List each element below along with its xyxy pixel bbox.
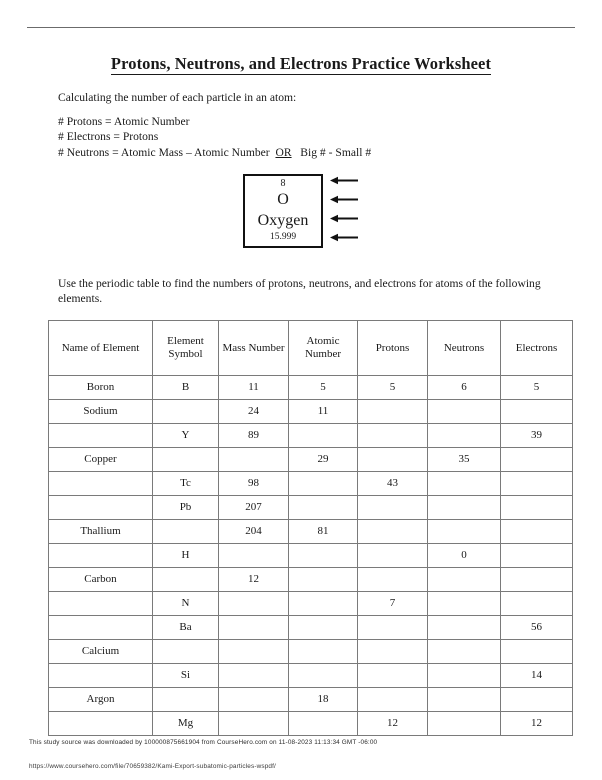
table-cell[interactable]: Mg — [153, 712, 219, 736]
table-cell[interactable] — [219, 688, 289, 712]
table-cell[interactable]: 39 — [501, 424, 573, 448]
table-cell[interactable]: 12 — [501, 712, 573, 736]
table-cell[interactable] — [428, 496, 501, 520]
table-cell[interactable] — [153, 688, 219, 712]
intro-spacer — [58, 105, 558, 114]
table-cell[interactable]: 11 — [219, 376, 289, 400]
table-cell[interactable] — [428, 664, 501, 688]
download-attribution: This study source was downloaded by 100000875661904 from CourseHero.com on 11-08-2023 11:13:34 GMT -06:00 — [29, 739, 378, 746]
periodic-element-box — [243, 174, 323, 248]
table-cell[interactable]: Ba — [153, 616, 219, 640]
formula-neutrons-suffix: Big # - Small # — [300, 145, 372, 159]
table-cell[interactable] — [501, 568, 573, 592]
formula-electrons: # Electrons = Protons — [58, 130, 159, 144]
table-cell[interactable] — [501, 592, 573, 616]
table-cell[interactable]: Boron — [49, 376, 153, 400]
table-cell[interactable]: Copper — [49, 448, 153, 472]
formula-protons: # Protons = Atomic Number — [58, 115, 190, 129]
table-cell[interactable] — [501, 544, 573, 568]
table-row — [49, 424, 573, 448]
table-row — [49, 544, 573, 568]
table-cell[interactable]: B — [153, 376, 219, 400]
elements-table — [48, 320, 573, 736]
table-cell[interactable] — [219, 544, 289, 568]
table-row — [49, 376, 573, 400]
page-top-rule — [27, 27, 575, 28]
arrow-left-icon — [329, 195, 359, 204]
page-title — [0, 54, 602, 74]
table-cell[interactable] — [219, 592, 289, 616]
table-cell[interactable] — [219, 448, 289, 472]
table-cell[interactable] — [358, 568, 428, 592]
table-cell[interactable] — [49, 616, 153, 640]
table-cell[interactable]: 12 — [358, 712, 428, 736]
table-cell[interactable] — [358, 496, 428, 520]
table-cell[interactable] — [49, 424, 153, 448]
arrow-left-icon — [329, 176, 359, 185]
table-cell[interactable] — [153, 640, 219, 664]
table-cell[interactable] — [289, 616, 358, 640]
table-cell[interactable] — [153, 520, 219, 544]
table-row — [49, 448, 573, 472]
table-row — [49, 592, 573, 616]
table-cell[interactable] — [153, 568, 219, 592]
table-cell[interactable] — [358, 544, 428, 568]
table-cell[interactable] — [358, 640, 428, 664]
table-cell[interactable] — [289, 496, 358, 520]
table-header-cell: Electrons — [501, 321, 573, 376]
table-cell[interactable] — [289, 640, 358, 664]
table-cell[interactable]: Argon — [49, 688, 153, 712]
table-header-cell: Neutrons — [428, 321, 501, 376]
table-header-cell: Element Symbol — [153, 321, 219, 376]
table-cell[interactable] — [501, 688, 573, 712]
table-cell[interactable] — [428, 712, 501, 736]
table-cell[interactable] — [219, 664, 289, 688]
table-cell[interactable]: 89 — [219, 424, 289, 448]
formula-neutrons — [58, 145, 558, 160]
table-cell[interactable]: 35 — [428, 448, 501, 472]
table-cell[interactable]: 81 — [289, 520, 358, 544]
table-cell[interactable]: 5 — [358, 376, 428, 400]
element-atomic-number: 8 — [280, 178, 286, 189]
table-cell[interactable]: 7 — [358, 592, 428, 616]
table-header-cell: Atomic Number — [289, 321, 358, 376]
elements-table-wrapper — [48, 320, 572, 736]
table-cell[interactable]: 98 — [219, 472, 289, 496]
element-name: Oxygen — [257, 211, 309, 229]
table-cell[interactable]: 56 — [501, 616, 573, 640]
table-cell[interactable] — [219, 616, 289, 640]
table-cell[interactable]: Thallium — [49, 520, 153, 544]
table-cell[interactable] — [428, 640, 501, 664]
table-instruction: Use the periodic table to find the numbers of protons, neutrons, and electrons for atoms of the following elements. — [58, 277, 541, 305]
atom-diagram — [243, 174, 363, 250]
table-row — [49, 568, 573, 592]
table-row — [49, 712, 573, 736]
table-cell[interactable] — [289, 568, 358, 592]
table-cell[interactable] — [428, 520, 501, 544]
table-cell[interactable] — [428, 472, 501, 496]
table-cell[interactable] — [49, 472, 153, 496]
table-header-cell: Protons — [358, 321, 428, 376]
table-cell[interactable] — [501, 400, 573, 424]
table-cell[interactable]: 0 — [428, 544, 501, 568]
table-cell[interactable]: N — [153, 592, 219, 616]
table-cell[interactable] — [428, 424, 501, 448]
element-atomic-mass: 15.999 — [269, 231, 297, 242]
table-row — [49, 616, 573, 640]
source-url[interactable]: https://www.coursehero.com/file/70659382/Kami-Export-subatomic-particles-wspdf/ — [29, 763, 276, 770]
table-cell[interactable] — [428, 400, 501, 424]
table-row — [49, 400, 573, 424]
table-cell[interactable] — [219, 712, 289, 736]
table-cell[interactable] — [153, 448, 219, 472]
table-cell[interactable]: 24 — [219, 400, 289, 424]
page-title-text: Protons, Neutrons, and Electrons Practice Worksheet — [110, 54, 492, 73]
table-cell[interactable]: 14 — [501, 664, 573, 688]
table-cell[interactable]: 6 — [428, 376, 501, 400]
table-cell[interactable] — [153, 400, 219, 424]
table-cell[interactable] — [358, 664, 428, 688]
intro-heading: Calculating the number of each particle in an atom: — [58, 91, 297, 104]
table-cell[interactable] — [501, 640, 573, 664]
table-cell[interactable] — [358, 448, 428, 472]
table-cell[interactable]: Calcium — [49, 640, 153, 664]
table-row — [49, 520, 573, 544]
table-header-row — [49, 321, 573, 376]
table-cell[interactable] — [358, 688, 428, 712]
formula-neutrons-prefix: # Neutrons = Atomic Mass – Atomic Number — [58, 145, 270, 159]
arrow-left-icon — [329, 233, 359, 242]
table-cell[interactable]: H — [153, 544, 219, 568]
table-cell[interactable] — [358, 424, 428, 448]
table-cell[interactable]: Carbon — [49, 568, 153, 592]
table-row — [49, 496, 573, 520]
table-cell[interactable]: 12 — [219, 568, 289, 592]
table-cell[interactable] — [501, 448, 573, 472]
table-cell[interactable] — [428, 592, 501, 616]
table-row — [49, 640, 573, 664]
table-cell[interactable] — [49, 592, 153, 616]
table-header-cell: Mass Number — [219, 321, 289, 376]
table-cell[interactable] — [358, 616, 428, 640]
table-cell[interactable]: Y — [153, 424, 219, 448]
table-cell[interactable] — [289, 472, 358, 496]
table-cell[interactable]: 18 — [289, 688, 358, 712]
callout-arrows — [329, 174, 363, 248]
table-cell[interactable] — [358, 520, 428, 544]
table-cell[interactable] — [289, 712, 358, 736]
table-cell[interactable] — [289, 592, 358, 616]
table-cell[interactable]: Sodium — [49, 400, 153, 424]
table-cell[interactable]: 29 — [289, 448, 358, 472]
table-cell[interactable] — [49, 664, 153, 688]
table-row — [49, 472, 573, 496]
table-cell[interactable]: 207 — [219, 496, 289, 520]
table-row — [49, 664, 573, 688]
table-cell[interactable]: Tc — [153, 472, 219, 496]
table-header-cell: Name of Element — [49, 321, 153, 376]
table-cell[interactable] — [289, 544, 358, 568]
table-cell[interactable] — [49, 544, 153, 568]
table-cell[interactable]: 43 — [358, 472, 428, 496]
intro-block — [58, 90, 558, 160]
table-cell[interactable] — [428, 616, 501, 640]
table-cell[interactable]: 11 — [289, 400, 358, 424]
table-cell[interactable] — [289, 664, 358, 688]
table-cell[interactable] — [49, 496, 153, 520]
table-cell[interactable] — [428, 568, 501, 592]
table-cell[interactable] — [501, 520, 573, 544]
table-cell[interactable]: Pb — [153, 496, 219, 520]
table-cell[interactable] — [501, 496, 573, 520]
arrow-left-icon — [329, 214, 359, 223]
table-cell[interactable] — [289, 424, 358, 448]
formula-neutrons-or: OR — [275, 145, 292, 159]
table-cell[interactable]: Si — [153, 664, 219, 688]
table-cell[interactable] — [501, 472, 573, 496]
table-row — [49, 688, 573, 712]
table-cell[interactable]: 5 — [501, 376, 573, 400]
table-cell[interactable] — [428, 688, 501, 712]
table-cell[interactable] — [219, 640, 289, 664]
table-cell[interactable]: 5 — [289, 376, 358, 400]
element-symbol: O — [277, 191, 289, 209]
table-cell[interactable] — [49, 712, 153, 736]
table-cell[interactable] — [358, 400, 428, 424]
table-cell[interactable]: 204 — [219, 520, 289, 544]
